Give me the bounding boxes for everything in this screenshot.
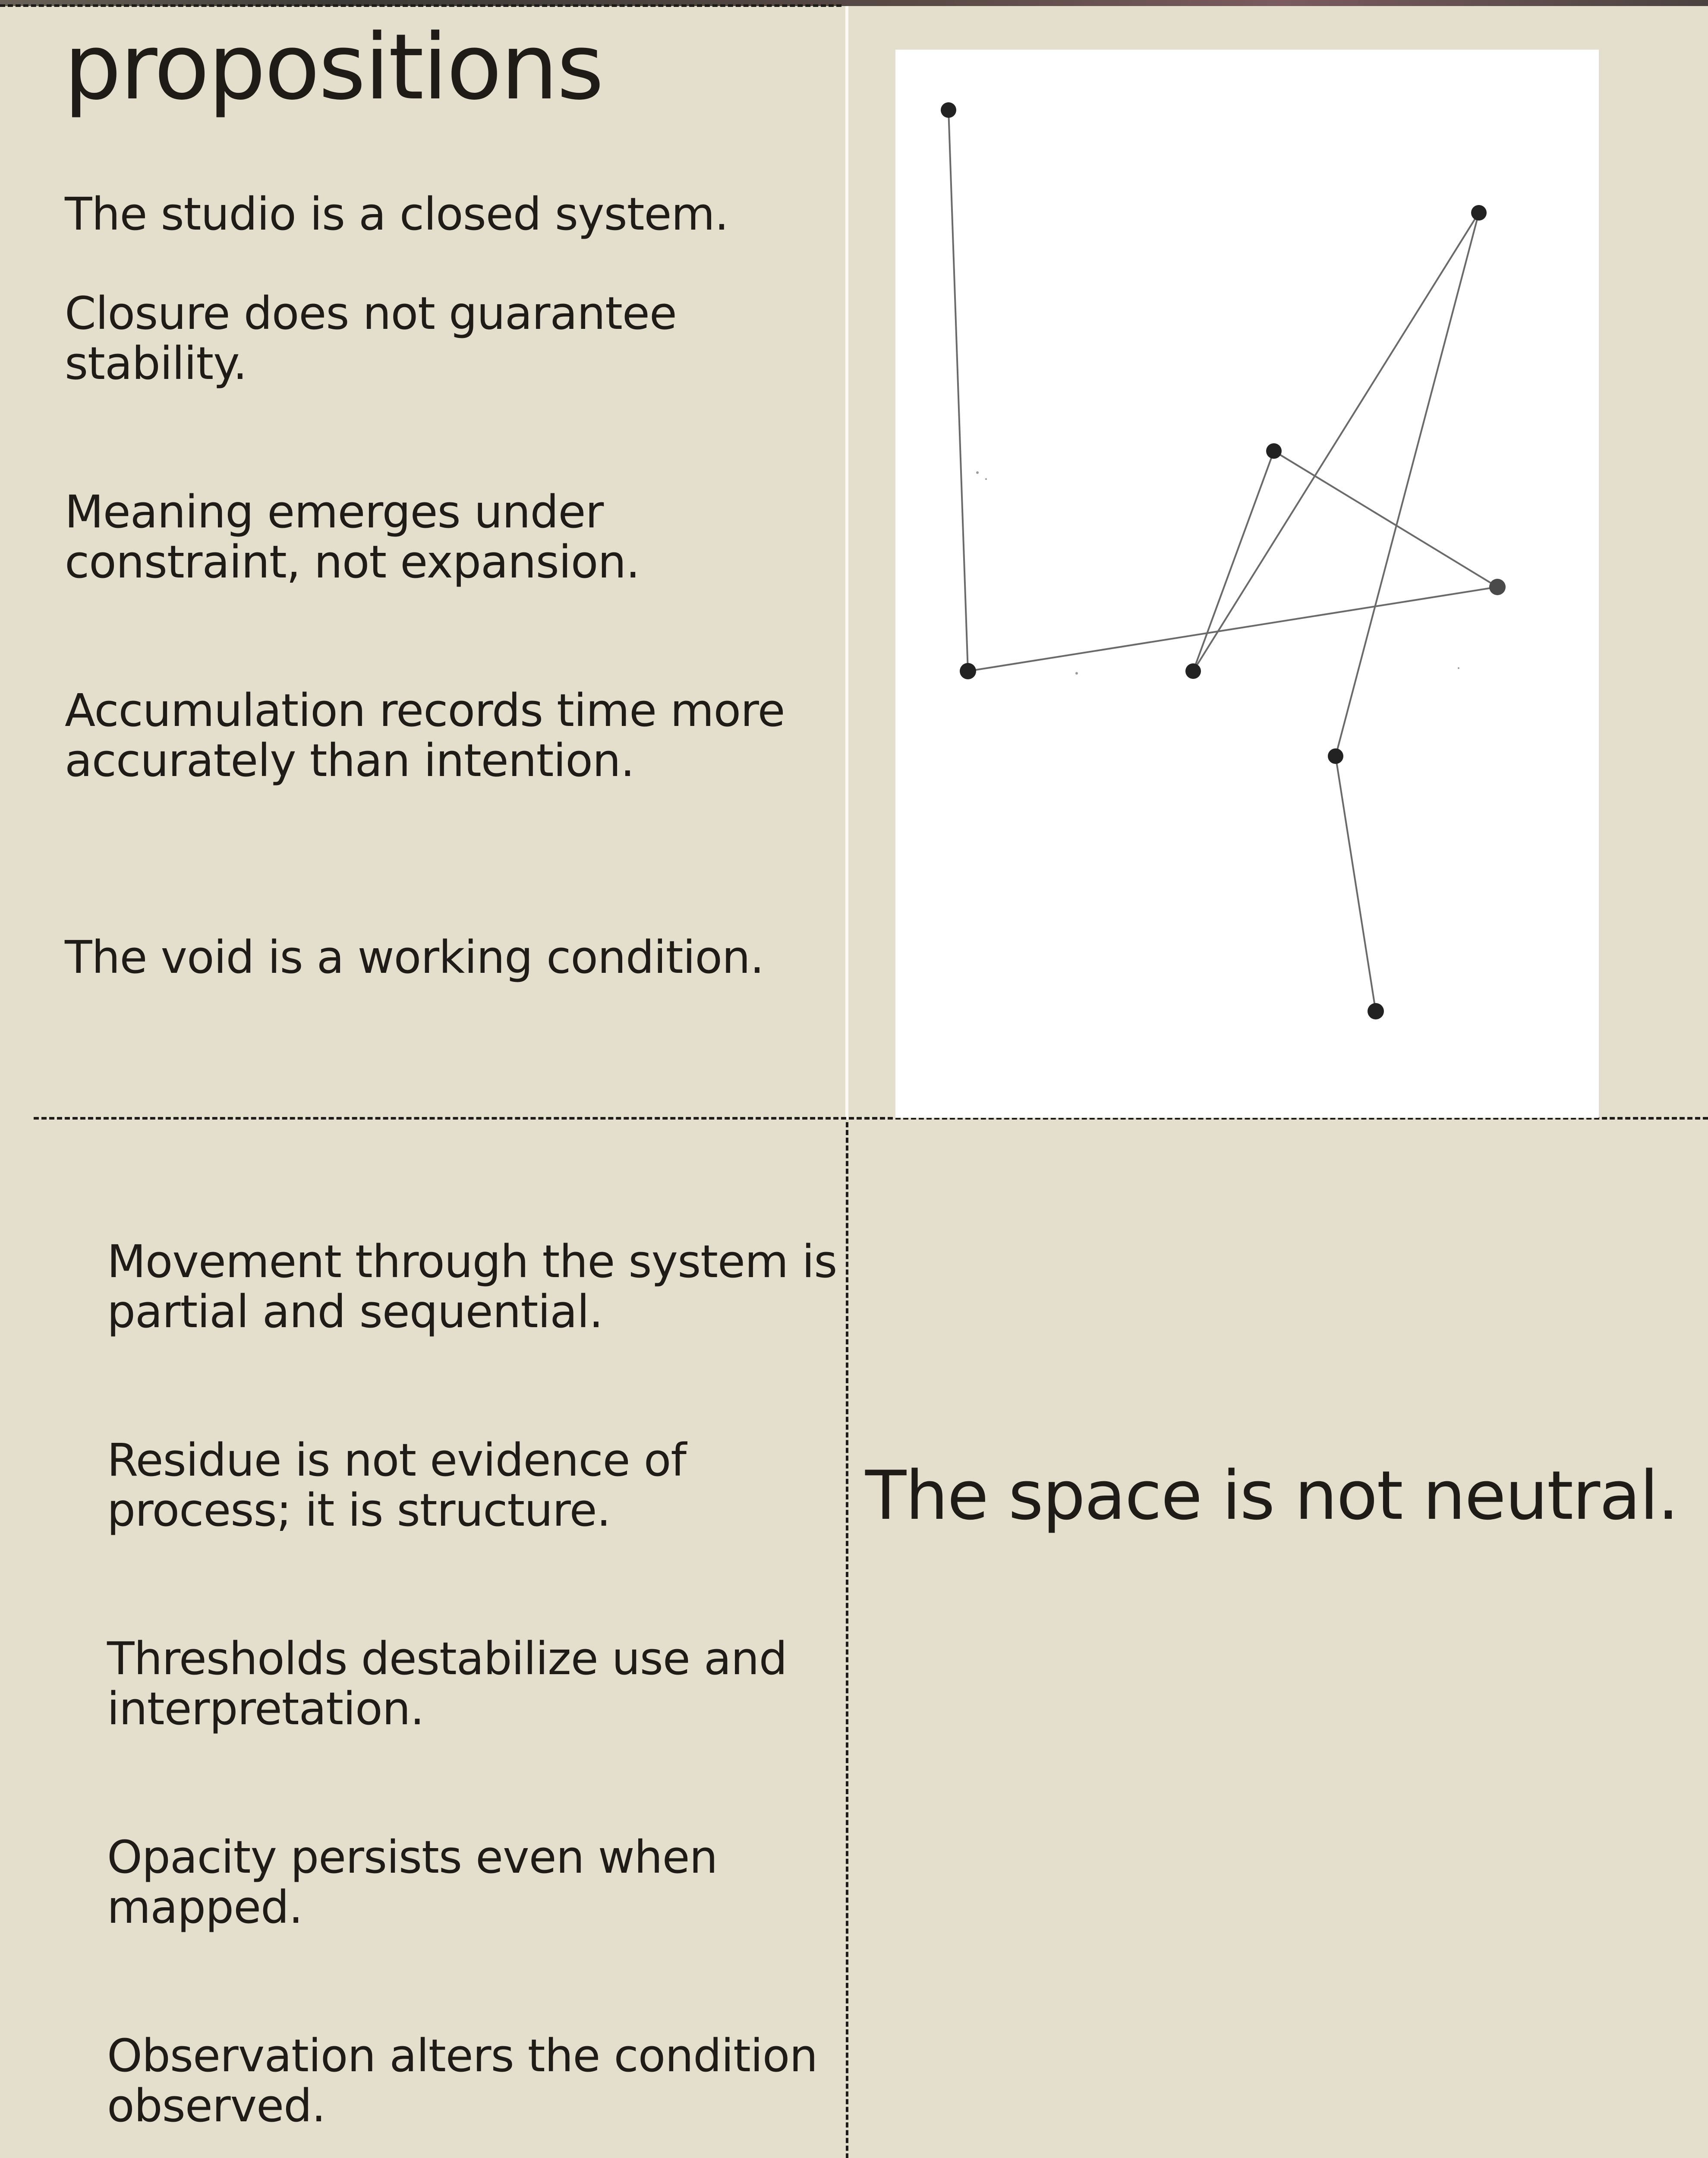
diagram-node [1185,663,1201,679]
proposition-9: Opacity persists even when mapped. [107,1831,718,1934]
proposition-1: The studio is a closed system. [65,188,728,240]
diagram-node [941,102,956,118]
proposition-7: Residue is not evidence of process; it is structure. [107,1434,686,1536]
diagram-edge [968,587,1497,671]
central-statement: The space is not neutral. [865,1456,1678,1535]
proposition-5: The void is a working condition. [65,931,764,984]
constellation-diagram [895,50,1599,1118]
proposition-10: Observation alters the condition observed. [107,2029,818,2132]
diagram-speck [1458,667,1459,669]
vertical-divider-solid [845,6,848,1120]
vertical-divider-dashed [846,1122,848,2158]
diagram-edge [1336,756,1376,1011]
diagram-node [1489,579,1506,595]
diagram-node [960,663,976,679]
top-dashed-rule [0,4,841,7]
diagram-node [1328,748,1343,764]
diagram-speck [1075,672,1078,675]
page-title: propositions [64,14,603,120]
proposition-2: Closure does not guarantee stability. [65,287,677,390]
diagram-edge [1336,213,1479,756]
diagram-speck [985,478,987,480]
diagram-speck [976,471,979,474]
proposition-4: Accumulation records time more accurately than intention. [65,684,785,787]
proposition-8: Thresholds destabilize use and interpretation. [107,1632,787,1735]
diagram-node [1471,205,1487,221]
diagram-node [1368,1003,1384,1019]
proposition-6: Movement through the system is partial and sequential. [107,1235,837,1338]
diagram-edge [949,110,968,671]
diagram-node [1266,443,1282,459]
diagram-edge [1193,213,1479,671]
proposition-3: Meaning emerges under constraint, not expansion. [65,486,640,588]
